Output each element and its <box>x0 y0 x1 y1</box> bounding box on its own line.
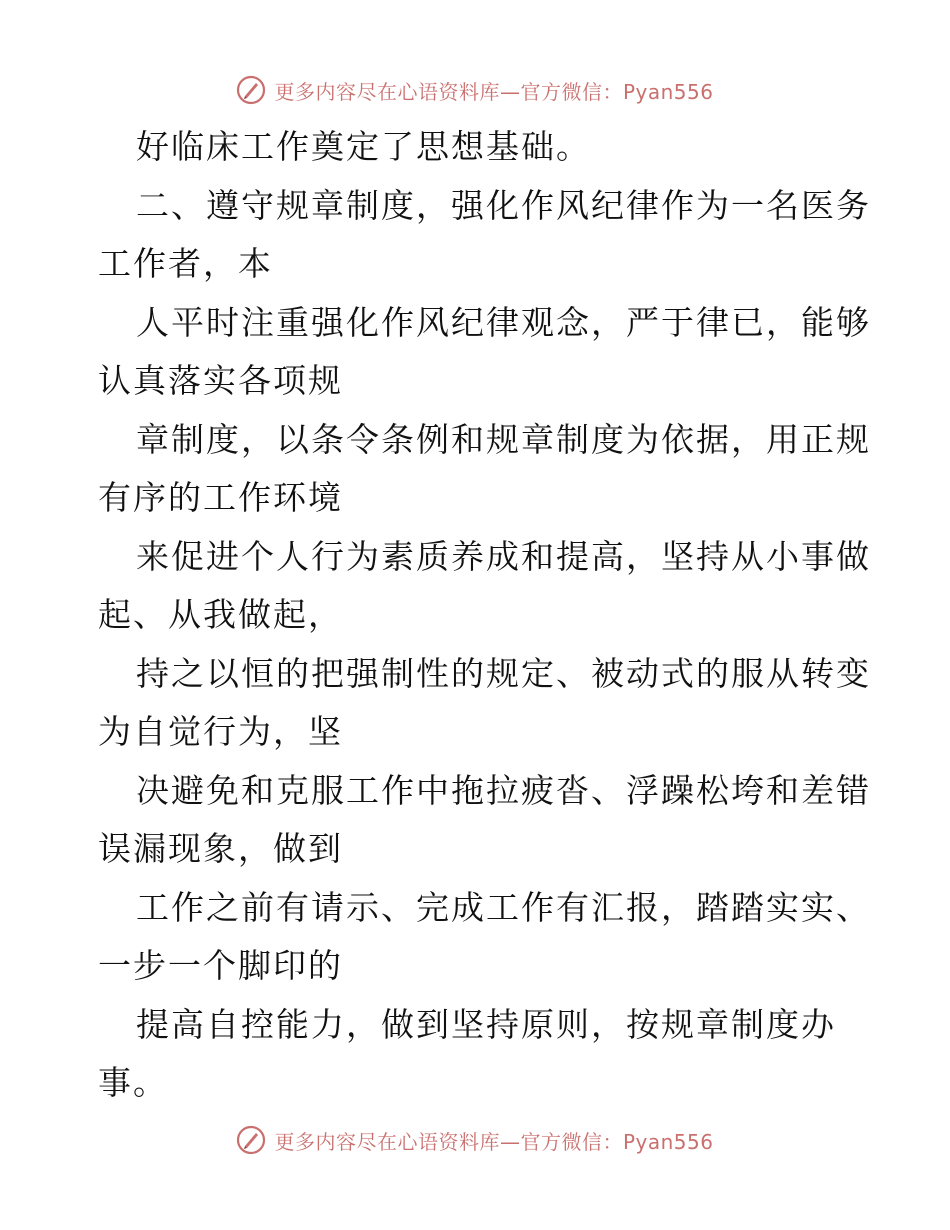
watermark-text: 更多内容尽在心语资料库—官方微信：Pyan556 <box>274 79 714 104</box>
watermark-text: 更多内容尽在心语资料库—官方微信：Pyan556 <box>274 1129 714 1154</box>
text-line: 事。 <box>98 1063 168 1102</box>
text-line: 决避免和克服工作中拖拉疲沓、浮躁松垮和差错 <box>136 770 871 810</box>
text-line: 章制度，以条令条例和规章制度为依据，用正规 <box>136 419 871 459</box>
text-line: 来促进个人行为素质养成和提高，坚持从小事做 <box>136 536 871 576</box>
text-line: 为自觉行为，坚 <box>98 712 343 751</box>
text-line: 二、遵守规章制度，强化作风纪律作为一名医务 <box>136 185 871 225</box>
quill-logo-icon <box>236 1125 266 1155</box>
document-body <box>98 118 871 1113</box>
text-line: 起、从我做起， <box>98 595 343 634</box>
text-line: 提高自控能力，做到坚持原则，按规章制度办 <box>136 1004 836 1044</box>
text-line: 工作之前有请示、完成工作有汇报，踏踏实实、 <box>136 887 871 927</box>
text-line: 有序的工作环境 <box>98 478 343 517</box>
quill-logo-icon <box>236 75 266 105</box>
text-line: 人平时注重强化作风纪律观念，严于律已，能够 <box>136 302 871 342</box>
text-line: 误漏现象，做到 <box>98 829 343 868</box>
footer-watermark <box>0 1120 950 1160</box>
text-line: 一步一个脚印的 <box>98 946 343 985</box>
text-line: 持之以恒的把强制性的规定、被动式的服从转变 <box>136 653 871 693</box>
header-watermark <box>0 70 950 110</box>
text-line: 认真落实各项规 <box>98 361 343 400</box>
text-line: 工作者，本 <box>98 244 273 283</box>
text-line: 好临床工作奠定了思想基础。 <box>136 127 591 166</box>
